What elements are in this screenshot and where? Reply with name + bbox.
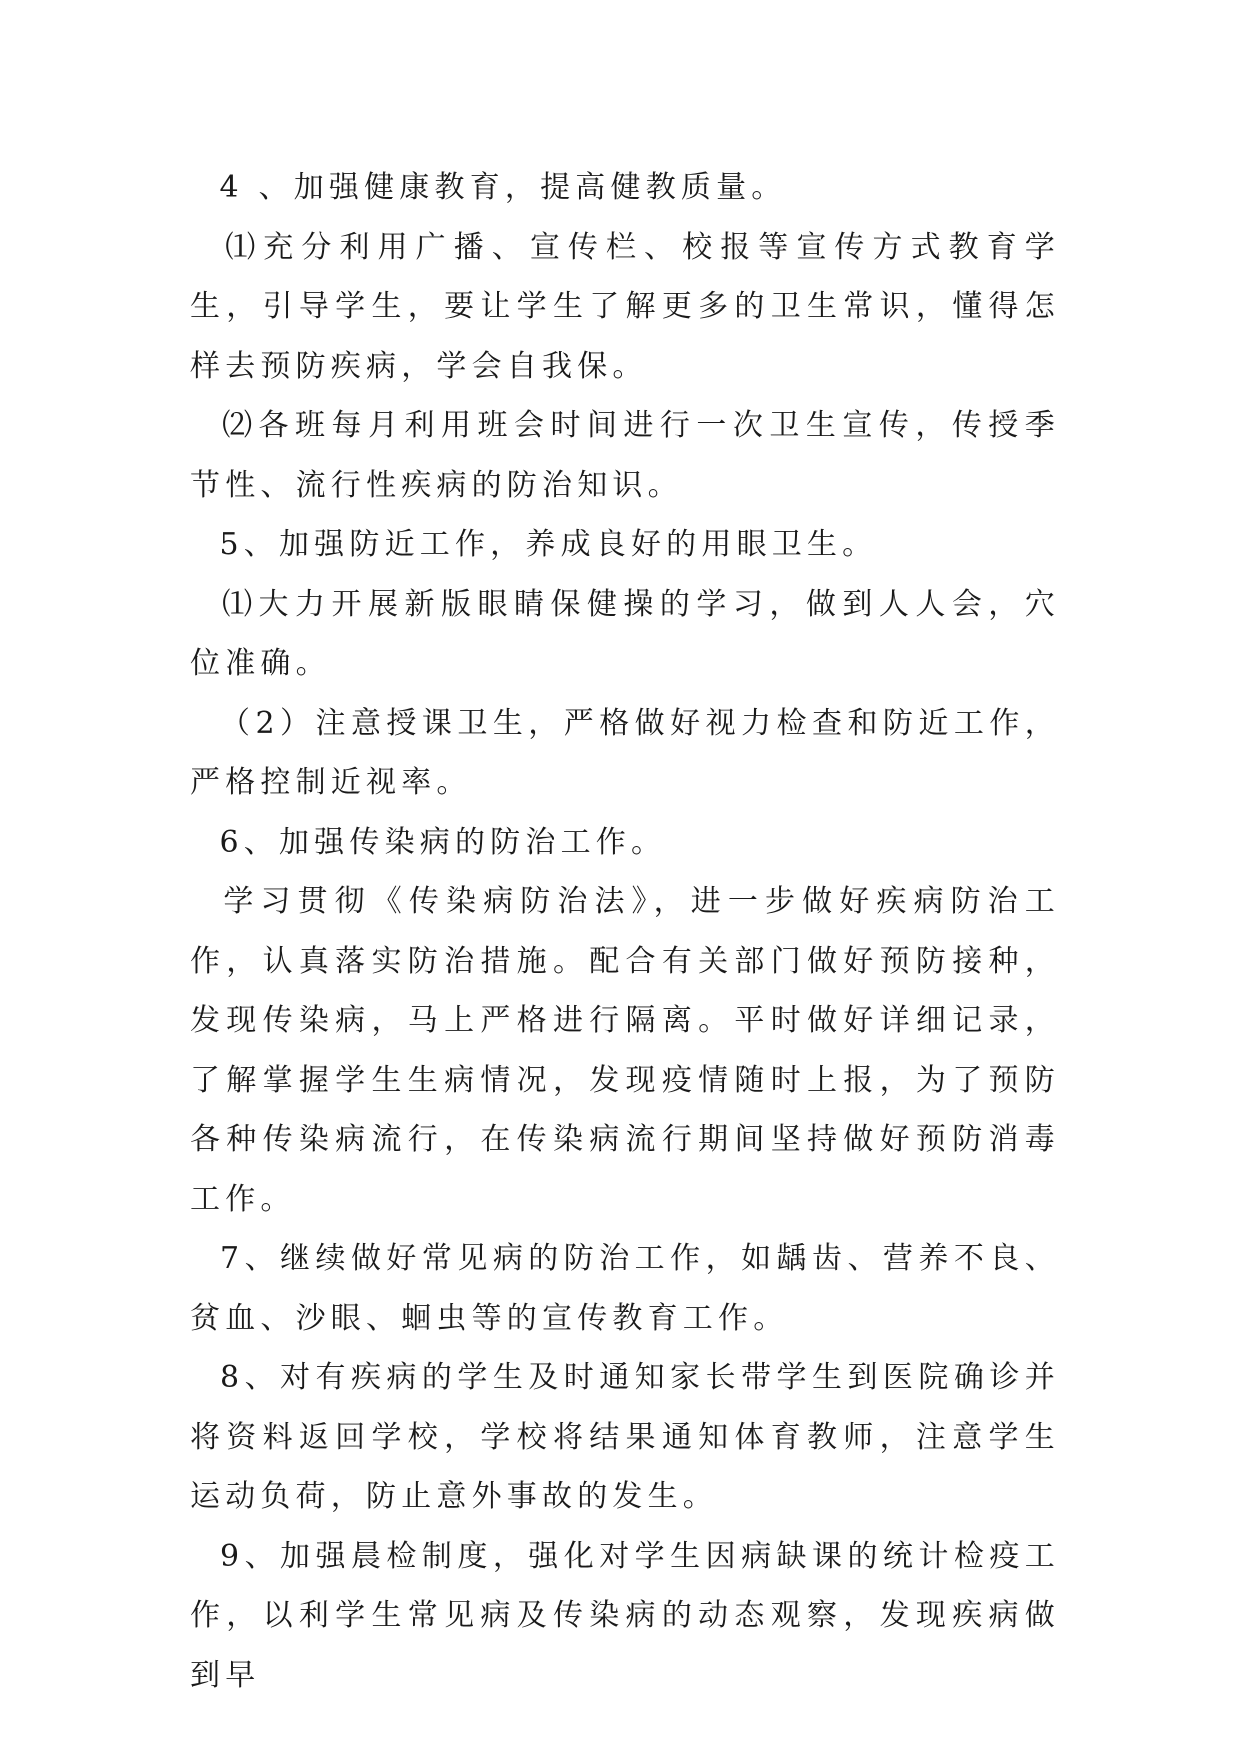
paragraph-broadcast-publicity: ⑴充分利用广播、宣传栏、校报等宣传方式教育学生，引导学生，要让学生了解更多的卫生常识，懂得怎样去预防疾病，学会自我保。 <box>190 229 1060 384</box>
document-body <box>190 158 1060 1705</box>
paragraph-notify-parents: 8、对有疾病的学生及时通知家长带学生到医院确诊并将资料返回学校，学校将结果通知体育教师，注意学生运动负荷，防止意外事故的发生。 <box>190 1360 1060 1514</box>
paragraph-disease-law: 学习贯彻《传染病防治法》，进一步做好疾病防治工作，认真落实防治措施。配合有关部门做好预防接种，发现传染病，马上严格进行隔离。平时做好详细记录，了解掌握学生生病情况，发现疫情随时上报，为了预防各种传染病流行，在传染病流行期间坚持做好预防消毒工作。 <box>190 884 1060 1217</box>
paragraph-morning-check: 9、加强晨检制度，强化对学生因病缺课的统计检疫工作，以利学生常见病及传染病的动态观察，发现疾病做到早 <box>190 1538 1060 1693</box>
paragraph-eye-exercises: ⑴大力开展新版眼睛保健操的学习，做到人人会，穴位准确。 <box>190 586 1060 681</box>
paragraph-class-meeting: ⑵各班每月利用班会时间进行一次卫生宣传，传授季节性、流行性疾病的防治知识。 <box>190 408 1060 503</box>
paragraph-infectious-disease: 6、加强传染病的防治工作。 <box>190 824 667 860</box>
paragraph-myopia-prevention: 5、加强防近工作，养成良好的用眼卫生。 <box>190 527 878 562</box>
paragraph-common-diseases: 7、继续做好常见病的防治工作，如龋齿、营养不良、贫血、沙眼、蛔虫等的宣传教育工作。 <box>190 1241 1060 1336</box>
paragraph-vision-check: （2）注意授课卫生，严格做好视力检查和防近工作，严格控制近视率。 <box>190 705 1060 800</box>
paragraph-health-education: 4 、加强健康教育，提高健教质量。 <box>190 170 787 205</box>
